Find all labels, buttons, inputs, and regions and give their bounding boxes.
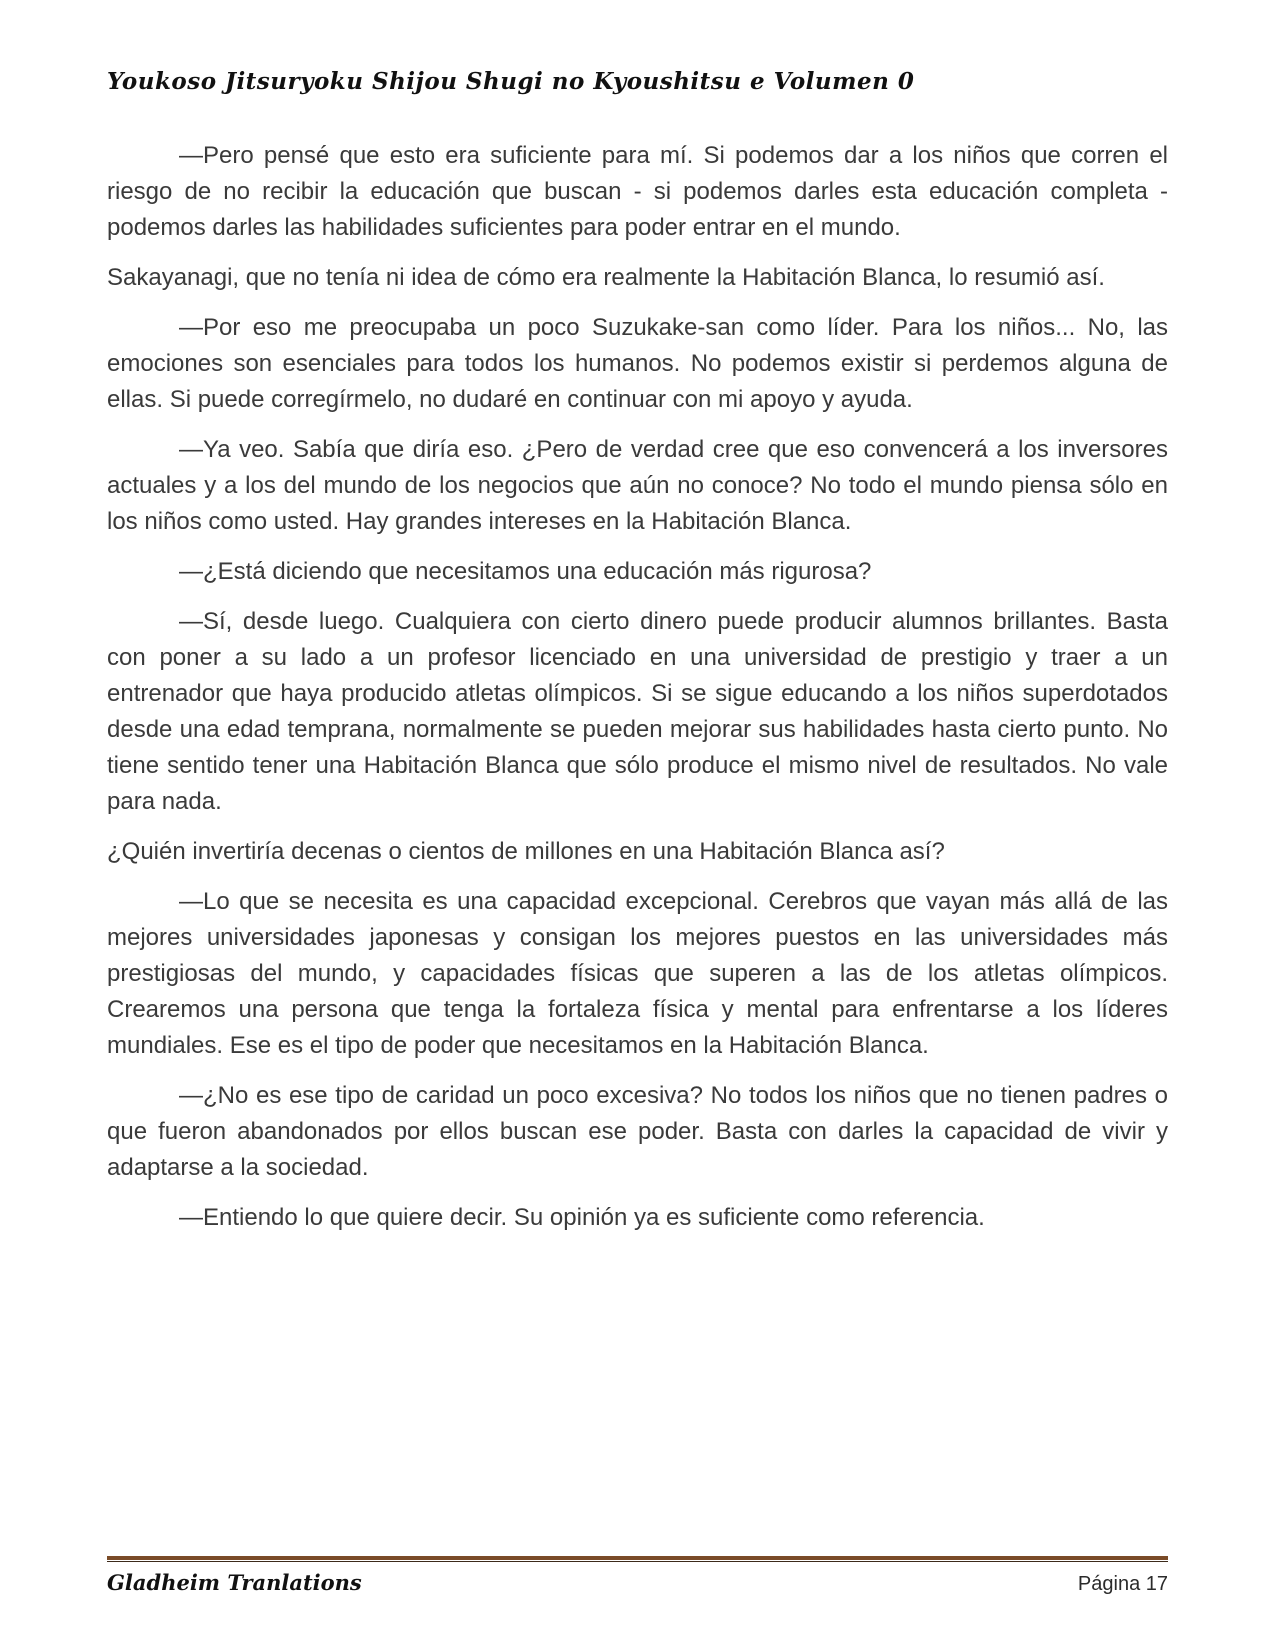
- page-footer: [107, 1556, 1168, 1596]
- footer-rule-thin: [107, 1561, 1168, 1562]
- paragraph: Sakayanagi, que no tenía ni idea de cómo era realmente la Habitación Blanca, lo resumió así.: [107, 264, 1105, 291]
- document-body: [107, 138, 1168, 1250]
- page-header: [107, 68, 1168, 95]
- paragraph: —¿No es ese tipo de caridad un poco excesiva? No todos los niños que no tienen padres o que fueron abandonados por ellos buscan ese poder. Basta con darles la capacidad de vivir y adaptarse a la sociedad.: [107, 1082, 1168, 1181]
- paragraph: ¿Quién invertiría decenas o cientos de millones en una Habitación Blanca así?: [107, 838, 945, 865]
- footer-rule-thick: [107, 1556, 1168, 1560]
- footer-translator-credit: Gladheim Tranlations: [107, 1570, 362, 1595]
- footer-row: [107, 1570, 1168, 1596]
- paragraph: —Sí, desde luego. Cualquiera con cierto dinero puede producir alumnos brillantes. Basta con poner a su lado a un profesor licenciado en una universidad de prestigio y traer a un entrenador que haya producido atletas olímpicos. Si se sigue educando a los niños superdotados desde una edad temprana, normalmente se pueden mejorar sus habilidades hasta cierto punto. No tiene sentido tener una Habitación Blanca que sólo produce el mismo nivel de resultados. No vale para nada.: [107, 608, 1168, 815]
- paragraph: —Lo que se necesita es una capacidad excepcional. Cerebros que vayan más allá de las mejores universidades japonesas y consigan los mejores puestos en las universidades más prestigiosas del mundo, y capacidades físicas que superen a las de los atletas olímpicos. Crearemos una persona que tenga la fortaleza física y mental para enfrentarse a los líderes mundiales. Ese es el tipo de poder que necesitamos en la Habitación Blanca.: [107, 888, 1168, 1059]
- paragraph: —Ya veo. Sabía que diría eso. ¿Pero de verdad cree que eso convencerá a los inversores actuales y a los del mundo de los negocios que aún no conoce? No todo el mundo piensa sólo en los niños como usted. Hay grandes intereses en la Habitación Blanca.: [107, 436, 1168, 535]
- header-title: Youkoso Jitsuryoku Shijou Shugi no Kyoushitsu e Volumen 0: [107, 68, 915, 95]
- paragraph: —Pero pensé que esto era suficiente para mí. Si podemos dar a los niños que corren el riesgo de no recibir la educación que buscan - si podemos darles esta educación completa - podemos darles las habilidades suficientes para poder entrar en el mundo.: [107, 142, 1168, 241]
- paragraph: —Entiendo lo que quiere decir. Su opinión ya es suficiente como referencia.: [179, 1204, 985, 1231]
- footer-page-number: Página 17: [1077, 1573, 1168, 1595]
- paragraph: —¿Está diciendo que necesitamos una educación más rigurosa?: [179, 558, 872, 585]
- paragraph: —Por eso me preocupaba un poco Suzukake-san como líder. Para los niños... No, las emociones son esenciales para todos los humanos. No podemos existir si perdemos alguna de ellas. Si puede corregírmelo, no dudaré en continuar con mi apoyo y ayuda.: [107, 314, 1168, 413]
